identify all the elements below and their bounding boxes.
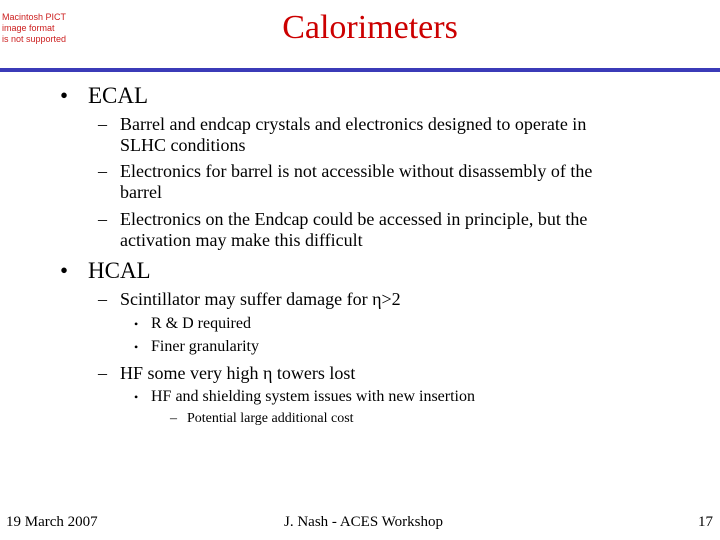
eta-symbol: η xyxy=(263,363,273,383)
placeholder-line: Macintosh PICT xyxy=(2,12,67,22)
dash-icon: – xyxy=(98,114,107,134)
dash-icon: – xyxy=(98,289,107,309)
hcal-item-2-suffix: towers lost xyxy=(272,363,356,383)
bullet-icon: • xyxy=(134,317,139,331)
dash-icon: – xyxy=(170,411,177,426)
hcal-heading: HCAL xyxy=(88,258,151,283)
bullet-icon: • xyxy=(134,390,139,404)
unsupported-image-placeholder xyxy=(2,12,70,45)
footer-author: J. Nash - ACES Workshop xyxy=(284,514,443,530)
hcal-item-2 xyxy=(120,362,355,385)
bullet-icon: • xyxy=(60,83,69,108)
footer-date: 19 March 2007 xyxy=(6,514,98,530)
ecal-item-3-line-1: Electronics on the Endcap could be accessed in principle, but the xyxy=(120,209,588,229)
eta-symbol: η xyxy=(372,289,382,309)
dash-icon: – xyxy=(98,363,107,383)
hcal-item-2-sub-1: HF and shielding system issues with new insertion xyxy=(151,388,475,405)
ecal-item-1-line-2: SLHC conditions xyxy=(120,135,246,155)
ecal-heading: ECAL xyxy=(88,83,149,108)
ecal-item-1-line-1: Barrel and endcap crystals and electronics designed to operate in xyxy=(120,114,587,134)
dash-icon: – xyxy=(98,209,107,229)
placeholder-line: is not supported xyxy=(2,34,67,44)
hcal-item-1-prefix: Scintillator may suffer damage for xyxy=(120,289,373,309)
ecal-item-2-line-1: Electronics for barrel is not accessible without disassembly of the xyxy=(120,161,593,181)
page-number: 17 xyxy=(698,514,713,530)
bullet-icon: • xyxy=(60,258,69,283)
slide-title: Calorimeters xyxy=(282,9,458,46)
placeholder-line: image format xyxy=(2,23,55,33)
ecal-item-2-line-2: barrel xyxy=(120,182,162,202)
hcal-item-1-sub-1: R & D required xyxy=(151,315,251,332)
ecal-item-3-line-2: activation may make this difficult xyxy=(120,230,363,250)
hcal-item-1-suffix: >2 xyxy=(381,289,401,309)
title-divider xyxy=(0,68,720,72)
dash-icon: – xyxy=(98,161,107,181)
hcal-item-2-prefix: HF some very high xyxy=(120,363,263,383)
hcal-item-1-sub-2: Finer granularity xyxy=(151,338,259,355)
hcal-item-2-sub-1-sub-1: Potential large additional cost xyxy=(187,411,354,426)
bullet-icon: • xyxy=(134,340,139,354)
hcal-item-1 xyxy=(120,288,401,311)
